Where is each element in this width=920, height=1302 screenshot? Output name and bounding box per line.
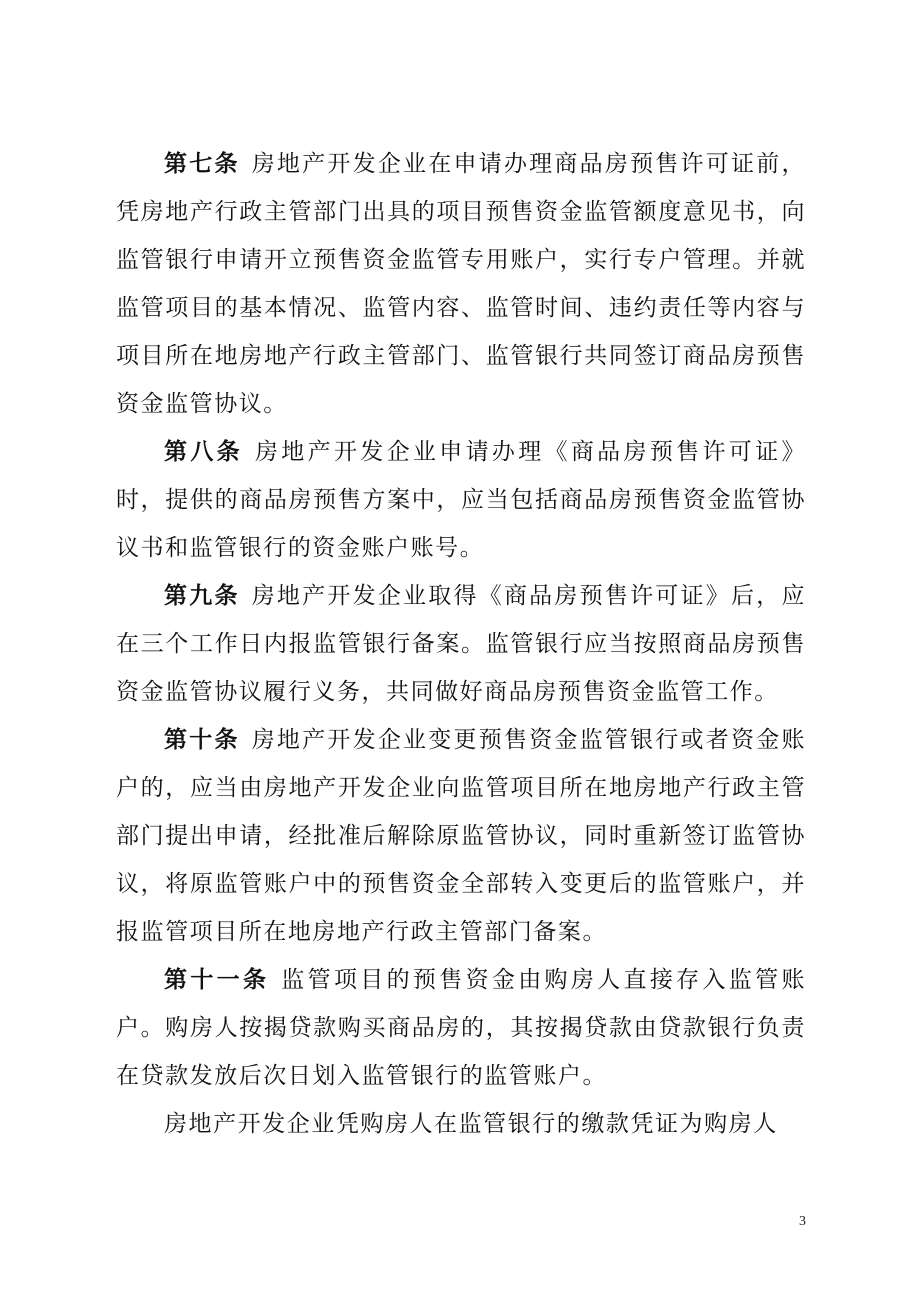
- article-9-text: 房地产开发企业取得《商品房预售许可证》后，应在三个工作日内报监管银行备案。监管银行应当按照商品房预售资金监管协议履行义务，共同做好商品房预售资金监管工作。: [116, 583, 806, 705]
- article-7-paragraph: [116, 140, 806, 428]
- article-11-paragraph: [116, 956, 806, 1100]
- article-9-paragraph: [116, 572, 806, 716]
- article-11-text: 监管项目的预售资金由购房人直接存入监管账户。购房人按揭贷款购买商品房的，其按揭贷款由贷款银行负责在贷款发放后次日划入监管银行的监管账户。: [116, 967, 806, 1089]
- continuation-text: 房地产开发企业凭购房人在监管银行的缴款凭证为购房人: [164, 1111, 778, 1137]
- article-11-heading: 第十一条: [164, 967, 270, 993]
- article-9-heading: 第九条: [164, 583, 240, 609]
- article-8-heading: 第八条: [164, 439, 243, 465]
- article-7-text: 房地产开发企业在申请办理商品房预售许可证前，凭房地产行政主管部门出具的项目预售资金监管额度意见书，向监管银行申请开立预售资金监管专用账户，实行专户管理。并就监管项目的基本情况、监管内容、监管时间、违约责任等内容与项目所在地房地产行政主管部门、监管银行共同签订商品房预售资金监管协议。: [116, 151, 806, 417]
- article-10-paragraph: [116, 716, 806, 956]
- document-body: [116, 140, 806, 1148]
- page-number: 3: [799, 1214, 806, 1229]
- article-10-text: 房地产开发企业变更预售资金监管银行或者资金账户的，应当由房地产开发企业向监管项目所在地房地产行政主管部门提出申请，经批准后解除原监管协议，同时重新签订监管协议，将原监管账户中的预售资金全部转入变更后的监管账户，并报监管项目所在地房地产行政主管部门备案。: [116, 727, 806, 945]
- continuation-paragraph: [116, 1100, 806, 1148]
- article-8-paragraph: [116, 428, 806, 572]
- article-7-heading: 第七条: [164, 151, 240, 177]
- article-8-text: 房地产开发企业申请办理《商品房预售许可证》时，提供的商品房预售方案中，应当包括商品房预售资金监管协议书和监管银行的资金账户账号。: [116, 439, 806, 561]
- article-10-heading: 第十条: [164, 727, 240, 753]
